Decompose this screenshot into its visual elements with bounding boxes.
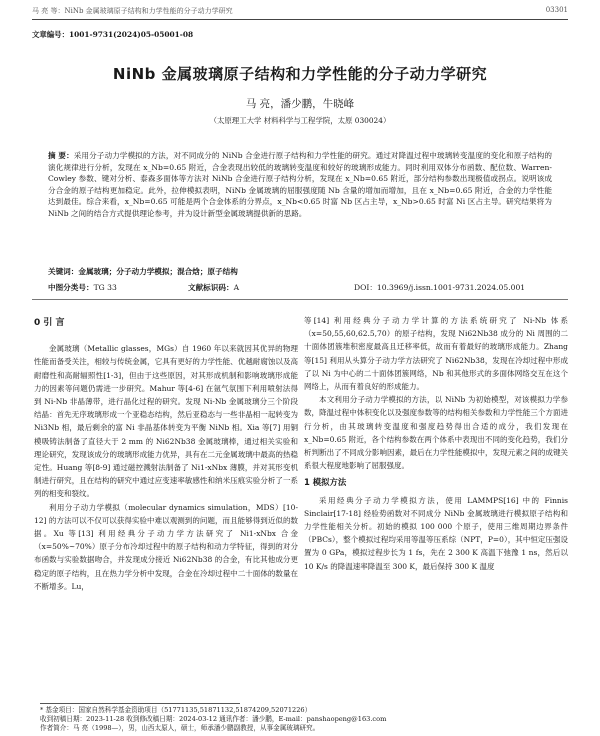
- paragraph: 利用分子动力学模拟（molecular dynamics simulation，MDS）[10-12] 的方法可以不仅可以获得实验中难以观测到的问题，而且能够得到近似的数据。Xu 等[13] 利用经典分子动力学方法研究了 Ni1-xNbx 合金（x=50%~70%）原子分布冷却过程中的原子结构和动力学特征，得到的对分布函数与实验数据吻合，并发现成分接近 Ni62Nb38 的合金，有比其他成分更稳定的原子结构，且在热力学分析中发现，合金在冷却过程中二十面体的数量在不断增多。Lu，: [34, 502, 298, 591]
- paper-title: NiNb 金属玻璃原子结构和力学性能的分子动力学研究: [112, 65, 488, 83]
- abstract-block: [48, 150, 552, 220]
- doi-label: DOI：: [354, 283, 377, 292]
- right-column: [304, 314, 568, 573]
- footnote-rule: [40, 703, 240, 704]
- footnote: 作者简介：马 亮（1998—），男，山西太原人，硕士，师承潘少鹏副教授，从事金属玻璃研究。: [40, 724, 320, 732]
- doi-field: [354, 282, 525, 293]
- footnote: 收到初稿日期：2023-11-28 收到修改稿日期：2024-03-12 通讯作者：潘少鹏，E-mail：panshaopeng@163.com: [40, 715, 387, 723]
- left-column: [34, 314, 298, 593]
- abstract-text: 采用分子动力学模拟的方法，对不同成分的 NiNb 合金进行原子结构和力学性能的研究。通过对降温过程中玻璃转变温度的变化和原子结构的演化规律进行分析，发现在 x_Nb=0.65 附近，合金表现出较低的玻璃转变温度和较好的玻璃形成能力。同时利用双体分布函数、配位数、Warren-Cowley 参数、键对分析、泰森多面体等方法对 NiNb 合金进行原子结构分析，发现在 x_Nb=0.65 附近，部分结构参数出现极值或拐点。说明该成分合金的原子结构更加稳定。此外，拉伸模拟表明，NiNb 金属玻璃的屈服强度随 Nb 含量的增加而增加，且在 x_Nb=0.65 附近，合金的力学性能达到最佳。综合来看，x_Nb=0.65 可能是两个合金体系的分界点，x_Nb<0.65 时富 Nb 区占主导，x_Nb>0.65 时富 Ni 区占主导。研究结果将为 NiNb 之间的结合方式提供理论参考，并为设计新型金属玻璃提供新的思路。: [48, 151, 552, 218]
- footnotes: [40, 706, 560, 733]
- doi-value: 10.3969/j.issn.1001-9731.2024.05.001: [376, 283, 526, 292]
- footnote: * 基金项目：国家自然科学基金资助项目（51771135,51871132,51874209,52071226）: [40, 706, 312, 714]
- doc-code-field: [188, 282, 239, 293]
- paragraph: 金属玻璃（Metallic glasses，MGs）自 1960 年以来就因其优异的物理性能而备受关注，相较与传统金属，它具有更好的力学性能、优越耐腐蚀以及高耐磨性和高耐辐照性[1-3]，但由于这些原因，对其形成机制和影响玻璃形成能力的因素等问题仍需进一步研究。Mahur 等[4-6] 在氩气氛围下利用喷射法得到 Ni-Nb 非晶薄带，进行晶化过程的研究。发现 Ni-Nb 金属玻璃分三个阶段结晶：首先无序玻璃形成一个亚稳态结构，然后亚稳态与一些非晶相一起转变为 Ni3Nb 相，最后剩余的富 Ni 非晶基体转变为平衡 NiNb 相。Xia 等[7] 用铜模吸铸法制备了直径大于 2 mm 的 Ni62Nb38 金属玻璃棒，通过相关实验和理论研究，发现该成分的玻璃形成能力优异，具有在二元金属玻璃中最高的热稳定性。Huang 等[8-9] 通过磁控溅射法制备了 Ni1-xNbx 薄膜，并对其形变机制进行研究，且在结构的研究中通过应变速率敏感性和纳米压痕实验分析了一系列的相变和裂纹。: [34, 344, 298, 499]
- header-rule: [32, 19, 568, 20]
- doc-code-value: A: [233, 283, 240, 292]
- keywords-label: 关键词：: [48, 267, 79, 276]
- doc-code-label: 文献标识码：: [188, 283, 234, 292]
- abstract-label: 摘 要：: [48, 151, 74, 160]
- running-header-page: 03301: [545, 6, 568, 14]
- clc-label: 中图分类号：: [48, 283, 94, 292]
- abstract-rule: [32, 299, 568, 300]
- author-list: 马 亮，潘少鹏，牛晓峰: [245, 98, 355, 110]
- keywords-text: 金属玻璃；分子动力学模拟；混合焓；原子结构: [78, 267, 238, 276]
- section-heading-introduction: 0 引 言: [34, 318, 65, 328]
- keywords-line: [48, 266, 238, 277]
- article-number: 文章编号：1001-9731(2024)05-05001-08: [32, 30, 194, 39]
- clc-value: TG 33: [93, 283, 117, 292]
- paragraph: 等[14] 利用经典分子动力学计算的方法系统研究了 Ni-Nb 体系（x=50,55,60,62.5,70）的原子结构，发现 Ni62Nb38 成分的 Ni 周围的二十面体团簇堆积密度最高且迁移率低，故而有着最好的玻璃形成能力。Zhang 等[15] 利用从头算分子动力学方法研究了 Ni62Nb38，发现在冷却过程中形成了以 Ni 为中心的二十面体团簇网络，Nb 和其他形式的多面体网络交互在这个网络上，从而有着良好的形成能力。: [304, 316, 568, 392]
- section-heading-method: 1 模拟方法: [304, 477, 347, 488]
- affiliation: （太原理工大学 材料科学与工程学院，太原 030024）: [209, 116, 391, 125]
- paragraph: 本文利用分子动力学模拟的方法，以 NiNb 为初始模型，对该模拟力学参数，降温过程中体积变化以及强度参数等的结构相关参数和力学性能三个方面进行分析，由其玻璃转变温度和强度趋势得出合适的成分，我们发现在 x_Nb=0.65 附近，各个结构参数在两个体系中表现出不同的变化趋势，我们分析判断出了不同成分影响因素，最后在力学性能模拟中，发现元素之间的成键关系很大程度地影响了屈服强度。: [304, 395, 568, 471]
- clc-field: [48, 282, 117, 293]
- paragraph: 采用经典分子动力学模拟方法，使用 LAMMPS[16] 中的 Finnis Sinclair[17-18] 经验势函数对不同成分 NiNb 金属玻璃进行模拟原子结构和力学性能相关分析。初始的模拟 100 000 个原子，使用三维周期边界条件（PBCs），整个模拟过程均采用等温等压系综（NPT，P=0），其中恒定压强设置为 0 GPa，模拟过程步长为 1 fs，先在 2 300 K 高温下弛豫 1 ns，然后以 10 K/s 的降温速率降温至 300 K，最后保持 300 K 温度: [304, 495, 568, 571]
- running-header-left: 马 亮 等：NiNb 金属玻璃原子结构和力学性能的分子动力学研究: [32, 7, 233, 15]
